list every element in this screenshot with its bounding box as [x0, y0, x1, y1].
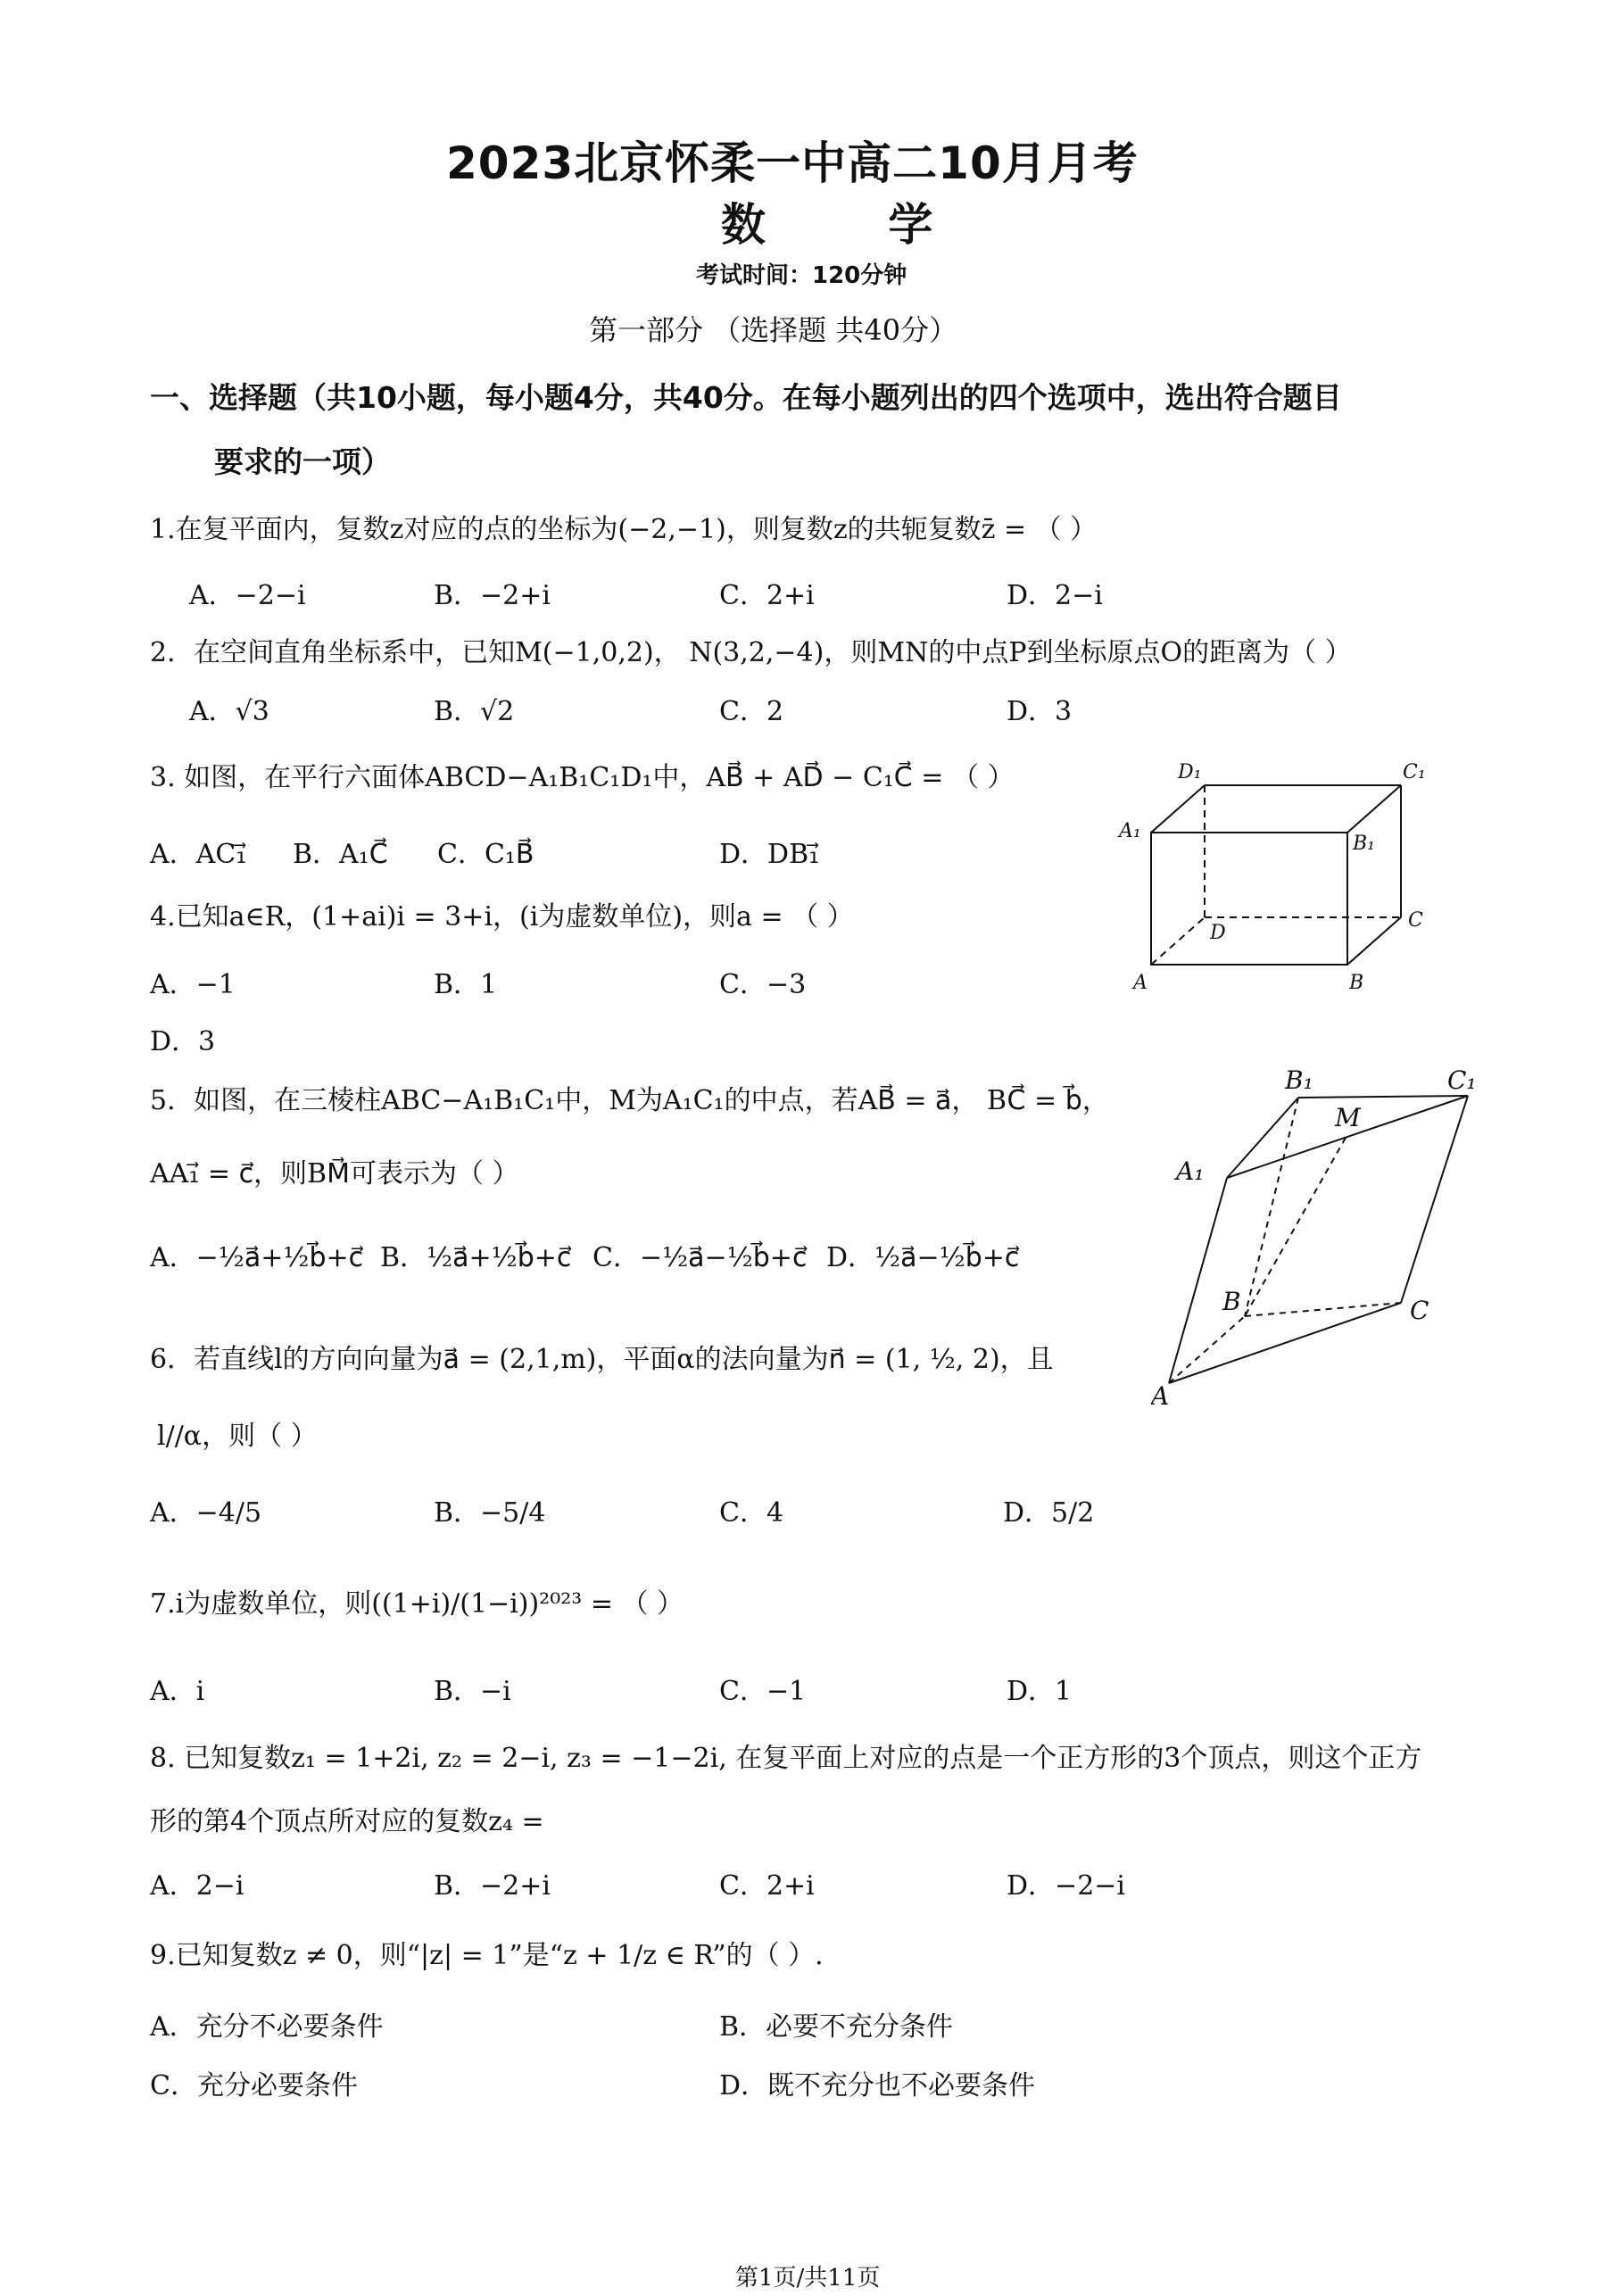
- q4-option-d[interactable]: D．3: [150, 1026, 216, 1057]
- q9-option-d[interactable]: D．既不充分也不必要条件: [719, 2070, 1036, 2101]
- q5-option-b[interactable]: B．½a⃗+½b⃗+c⃗: [380, 1242, 572, 1273]
- section-one-line2: 要求的一项）: [214, 444, 391, 479]
- q4-option-c[interactable]: C．−3: [719, 969, 807, 1000]
- q7-stem: 7.i为虚数单位，则((1+i)/(1−i))²⁰²³ = （ ）: [150, 1588, 684, 1620]
- triangular-prism-figure: [1151, 1062, 1499, 1419]
- q3-option-c[interactable]: C．C₁B⃗: [437, 839, 534, 870]
- label-a1: A₁: [1119, 820, 1141, 842]
- q2-option-a[interactable]: A．√3: [189, 696, 269, 727]
- q7-option-c[interactable]: C．−1: [719, 1676, 807, 1707]
- label-c: C: [1408, 909, 1423, 932]
- q8-option-b[interactable]: B．−2+i: [434, 1870, 551, 1902]
- q2-option-c[interactable]: C．2: [719, 696, 784, 727]
- label-a1: A₁: [1176, 1156, 1205, 1186]
- subject-title: 数 学: [721, 199, 987, 251]
- parallelepiped-figure: [1106, 750, 1446, 999]
- q7-option-d[interactable]: D．1: [1007, 1676, 1073, 1707]
- q5-option-c[interactable]: C．−½a⃗−½b⃗+c⃗: [592, 1242, 808, 1273]
- label-b: B: [1349, 972, 1364, 994]
- q9-option-c[interactable]: C．充分必要条件: [150, 2070, 358, 2101]
- q6-option-a[interactable]: A．−4/5: [150, 1497, 262, 1529]
- label-a: A: [1133, 972, 1148, 994]
- q6-option-b[interactable]: B．−5/4: [434, 1497, 546, 1529]
- label-b1: B₁: [1353, 833, 1375, 855]
- q3-option-b[interactable]: B．A₁C⃗: [293, 839, 388, 870]
- q4-option-b[interactable]: B．1: [434, 969, 498, 1000]
- q1-stem: 1.在复平面内，复数z对应的点的坐标为(−2,−1)，则复数z的共轭复数z̄ = （ ）: [150, 514, 1098, 545]
- q5-option-a[interactable]: A．−½a⃗+½b⃗+c⃗: [150, 1242, 364, 1273]
- q8-stem-line1: 8. 已知复数z₁ = 1+2i, z₂ = 2−i, z₃ = −1−2i, 在复平面上对应的点是一个正方形的3个顶点，则这个正方: [150, 1743, 1422, 1774]
- q6-option-c[interactable]: C．4: [719, 1497, 784, 1529]
- q6-option-d[interactable]: D．5/2: [1003, 1497, 1095, 1529]
- label-c: C: [1410, 1296, 1429, 1325]
- label-c1: C₁: [1403, 761, 1426, 783]
- part-one-heading: 第一部分 （选择题 共40分）: [589, 313, 958, 347]
- label-d1: D₁: [1178, 761, 1202, 783]
- q3-option-d[interactable]: D．DB₁⃗: [719, 839, 820, 870]
- label-b: B: [1222, 1287, 1241, 1316]
- q9-option-b[interactable]: B．必要不充分条件: [719, 2011, 954, 2043]
- q4-option-a[interactable]: A．−1: [150, 969, 236, 1000]
- section-one-line1: 一、选择题（共10小题，每小题4分，共40分。在每小题列出的四个选项中，选出符合题目: [150, 380, 1342, 415]
- label-c1: C₁: [1447, 1065, 1477, 1095]
- q5-stem-line2: AA₁⃗ = c⃗，则BM⃗可表示为（ ）: [150, 1158, 519, 1189]
- label-m: M: [1335, 1103, 1361, 1132]
- q5-stem-line1: 5．如图，在三棱柱ABC−A₁B₁C₁中，M为A₁C₁的中点，若AB⃗ = a⃗， BC⃗ = b⃗，: [150, 1085, 1109, 1116]
- q1-option-d[interactable]: D．2−i: [1007, 580, 1103, 611]
- q1-option-b[interactable]: B．−2+i: [434, 580, 551, 611]
- q5-option-d[interactable]: D．½a⃗−½b⃗+c⃗: [826, 1242, 1020, 1273]
- q4-stem: 4.已知a∈R，(1+ai)i = 3+i，(i为虚数单位)，则a = （ ）: [150, 901, 854, 932]
- q1-option-c[interactable]: C．2+i: [719, 580, 815, 611]
- q6-stem-line2: l//α，则（ ）: [157, 1421, 318, 1452]
- q3-option-a[interactable]: A．AC₁⃗: [150, 839, 247, 870]
- q7-option-a[interactable]: A．i: [150, 1676, 205, 1707]
- page-number: 第1页/共11页: [735, 2265, 881, 2292]
- q7-option-b[interactable]: B．−i: [434, 1676, 511, 1707]
- exam-time: 考试时间：120分钟: [696, 262, 907, 289]
- q2-option-b[interactable]: B．√2: [434, 696, 515, 727]
- q9-option-a[interactable]: A．充分不必要条件: [150, 2011, 384, 2043]
- q8-option-a[interactable]: A．2−i: [150, 1870, 244, 1902]
- q3-stem: 3. 如图，在平行六面体ABCD−A₁B₁C₁D₁中，AB⃗ + AD⃗ − C₁C⃗ = （ ）: [150, 762, 1015, 793]
- label-b1: B₁: [1285, 1065, 1313, 1095]
- q8-option-d[interactable]: D．−2−i: [1007, 1870, 1126, 1902]
- q2-option-d[interactable]: D．3: [1007, 696, 1073, 727]
- page-title: 2023北京怀柔一中高二10月月考: [446, 137, 1139, 189]
- q8-option-c[interactable]: C．2+i: [719, 1870, 815, 1902]
- q2-stem: 2．在空间直角坐标系中，已知M(−1,0,2)， N(3,2,−4)，则MN的中点P到坐标原点O的距离为（ ）: [150, 637, 1352, 668]
- q9-stem: 9.已知复数z ≠ 0，则“|z| = 1”是“z + 1/z ∈ R”的（ ）.: [150, 1940, 824, 1971]
- label-d: D: [1210, 922, 1226, 944]
- label-a: A: [1151, 1381, 1170, 1411]
- q6-stem-line1: 6．若直线l的方向向量为a⃗ = (2,1,m)，平面α的法向量为n⃗ = (1, ½, 2)，且: [150, 1344, 1054, 1375]
- q8-stem-line2: 形的第4个顶点所对应的复数z₄ =: [150, 1806, 544, 1837]
- q1-option-a[interactable]: A．−2−i: [189, 580, 306, 611]
